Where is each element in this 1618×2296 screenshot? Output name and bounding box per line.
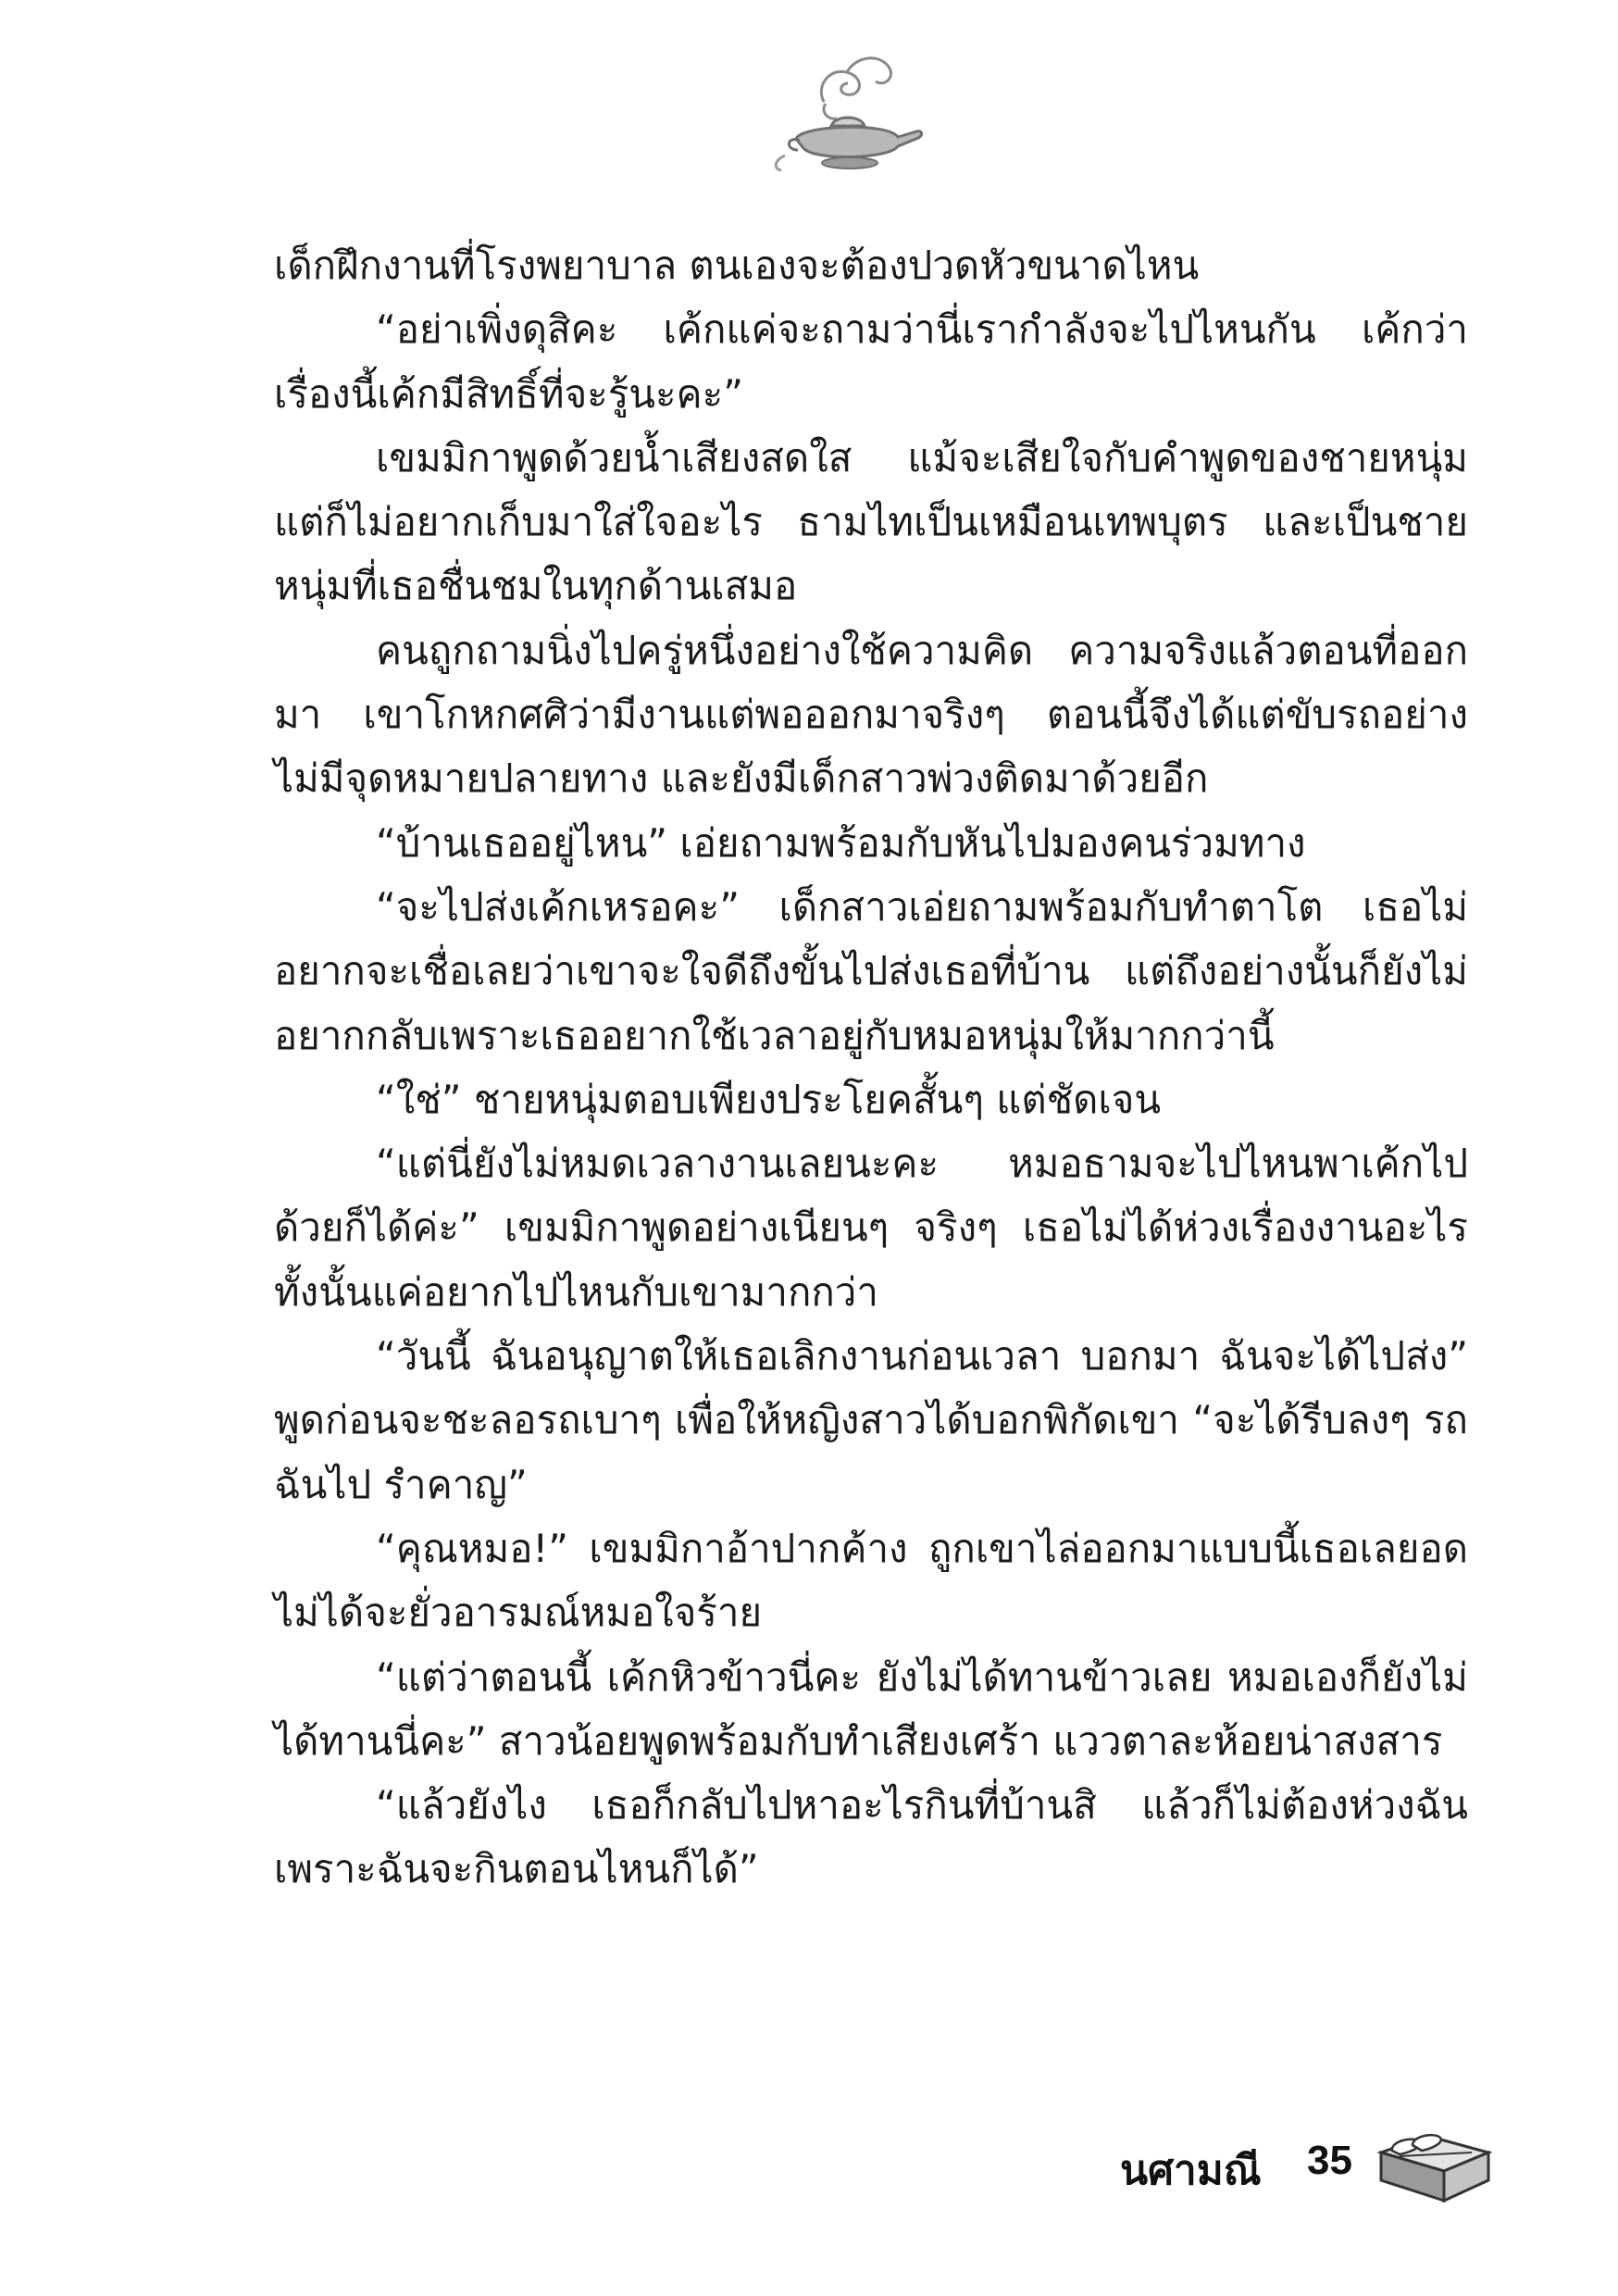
genie-lamp-icon (759, 46, 935, 185)
paragraph: “แล้วยังไง เธอก็กลับไปหาอะไรกินที่บ้านสิ แล้วก็ไม่ต้องห่วงฉันเพราะฉันจะกินตอนไหนก็ได้” (274, 1782, 1468, 1892)
page-number: 35 (1307, 2138, 1352, 2183)
book-title: นศามณี (1120, 2147, 1262, 2194)
paragraph: เด็กฝึกงานที่โรงพยาบาล ตนเองจะต้องปวดหัวขนาดไหน (274, 243, 1200, 288)
paragraph: “แต่นี่ยังไม่หมดเวลางานเลยนะคะ หมอธามจะไปไหนพาเค้กไปด้วยก็ได้ค่ะ” เขมมิกาพูดอย่างเนียนๆ จริงๆ เธอไม่ได้ห่วงเรื่องงานอะไรทั้งนั้นแค่อยากไปไหนกับเขามากกว่า (274, 1141, 1468, 1315)
paragraph: “ใช่” ชายหนุ่มตอบเพียงประโยคสั้นๆ แต่ชัดเจน (376, 1076, 1162, 1122)
bed-icon (1372, 2115, 1494, 2208)
paragraph: “คุณหมอ!” เขมมิกาอ้าปากค้าง ถูกเขาไล่ออกมาแบบนี้เธอเลยอดไม่ได้จะยั่วอารมณ์หมอใจร้าย (274, 1525, 1468, 1636)
paragraph: “จะไปส่งเค้กเหรอคะ” เด็กสาวเอ่ยถามพร้อมกับทำตาโต เธอไม่อยากจะเชื่อเลยว่าเขาจะใจดีถึงขั้นไปส่งเธอที่บ้าน แต่ถึงอย่างนั้นก็ยังไม่อยากกลับเพราะเธออยากใช้เวลาอยู่กับหมอหนุ่มให้มากกว่านี้ (274, 883, 1468, 1058)
paragraph: คนถูกถามนิ่งไปครู่หนึ่งอย่างใช้ความคิด ความจริงแล้วตอนที่ออกมา เขาโกหกศศิว่ามีงานแต่พอออกมาจริงๆ ตอนนี้จึงได้แต่ขับรถอย่างไม่มีจุดหมายปลายทาง และยังมีเด็กสาวพ่วงติดมาด้วยอีก (274, 627, 1468, 802)
page-footer (1111, 2115, 1500, 2217)
paragraph: “บ้านเธออยู่ไหน” เอ่ยถามพร้อมกับหันไปมองคนร่วมทาง (376, 819, 1306, 866)
paragraph: “วันนี้ ฉันอนุญาตให้เธอเลิกงานก่อนเวลา บอกมา ฉันจะได้ไปส่ง” พูดก่อนจะชะลอรถเบาๆ เพื่อให้หญิงสาวได้บอกพิกัดเขา “จะได้รีบลงๆ รถฉันไป รำคาญ” (274, 1333, 1468, 1507)
paragraph: “แต่ว่าตอนนี้ เค้กหิวข้าวนี่คะ ยังไม่ได้ทานข้าวเลย หมอเองก็ยังไม่ได้ทานนี่คะ” สาวน้อยพูดพร้อมกับทำเสียงเศร้า แววตาละห้อยน่าสงสาร (274, 1653, 1468, 1764)
paragraph: เขมมิกาพูดด้วยน้ำเสียงสดใส แม้จะเสียใจกับคำพูดของชายหนุ่มแต่ก็ไม่อยากเก็บมาใส่ใจอะไร ธามไทเป็นเหมือนเทพบุตร และเป็นชายหนุ่มที่เธอชื่นชมในทุกด้านเสมอ (274, 434, 1468, 609)
story-body (274, 233, 1468, 1902)
paragraph: “อย่าเพิ่งดุสิคะ เค้กแค่จะถามว่านี่เรากำลังจะไปไหนกัน เค้กว่าเรื่องนี้เค้กมีสิทธิ์ที่จะรู้นะคะ” (274, 306, 1468, 417)
